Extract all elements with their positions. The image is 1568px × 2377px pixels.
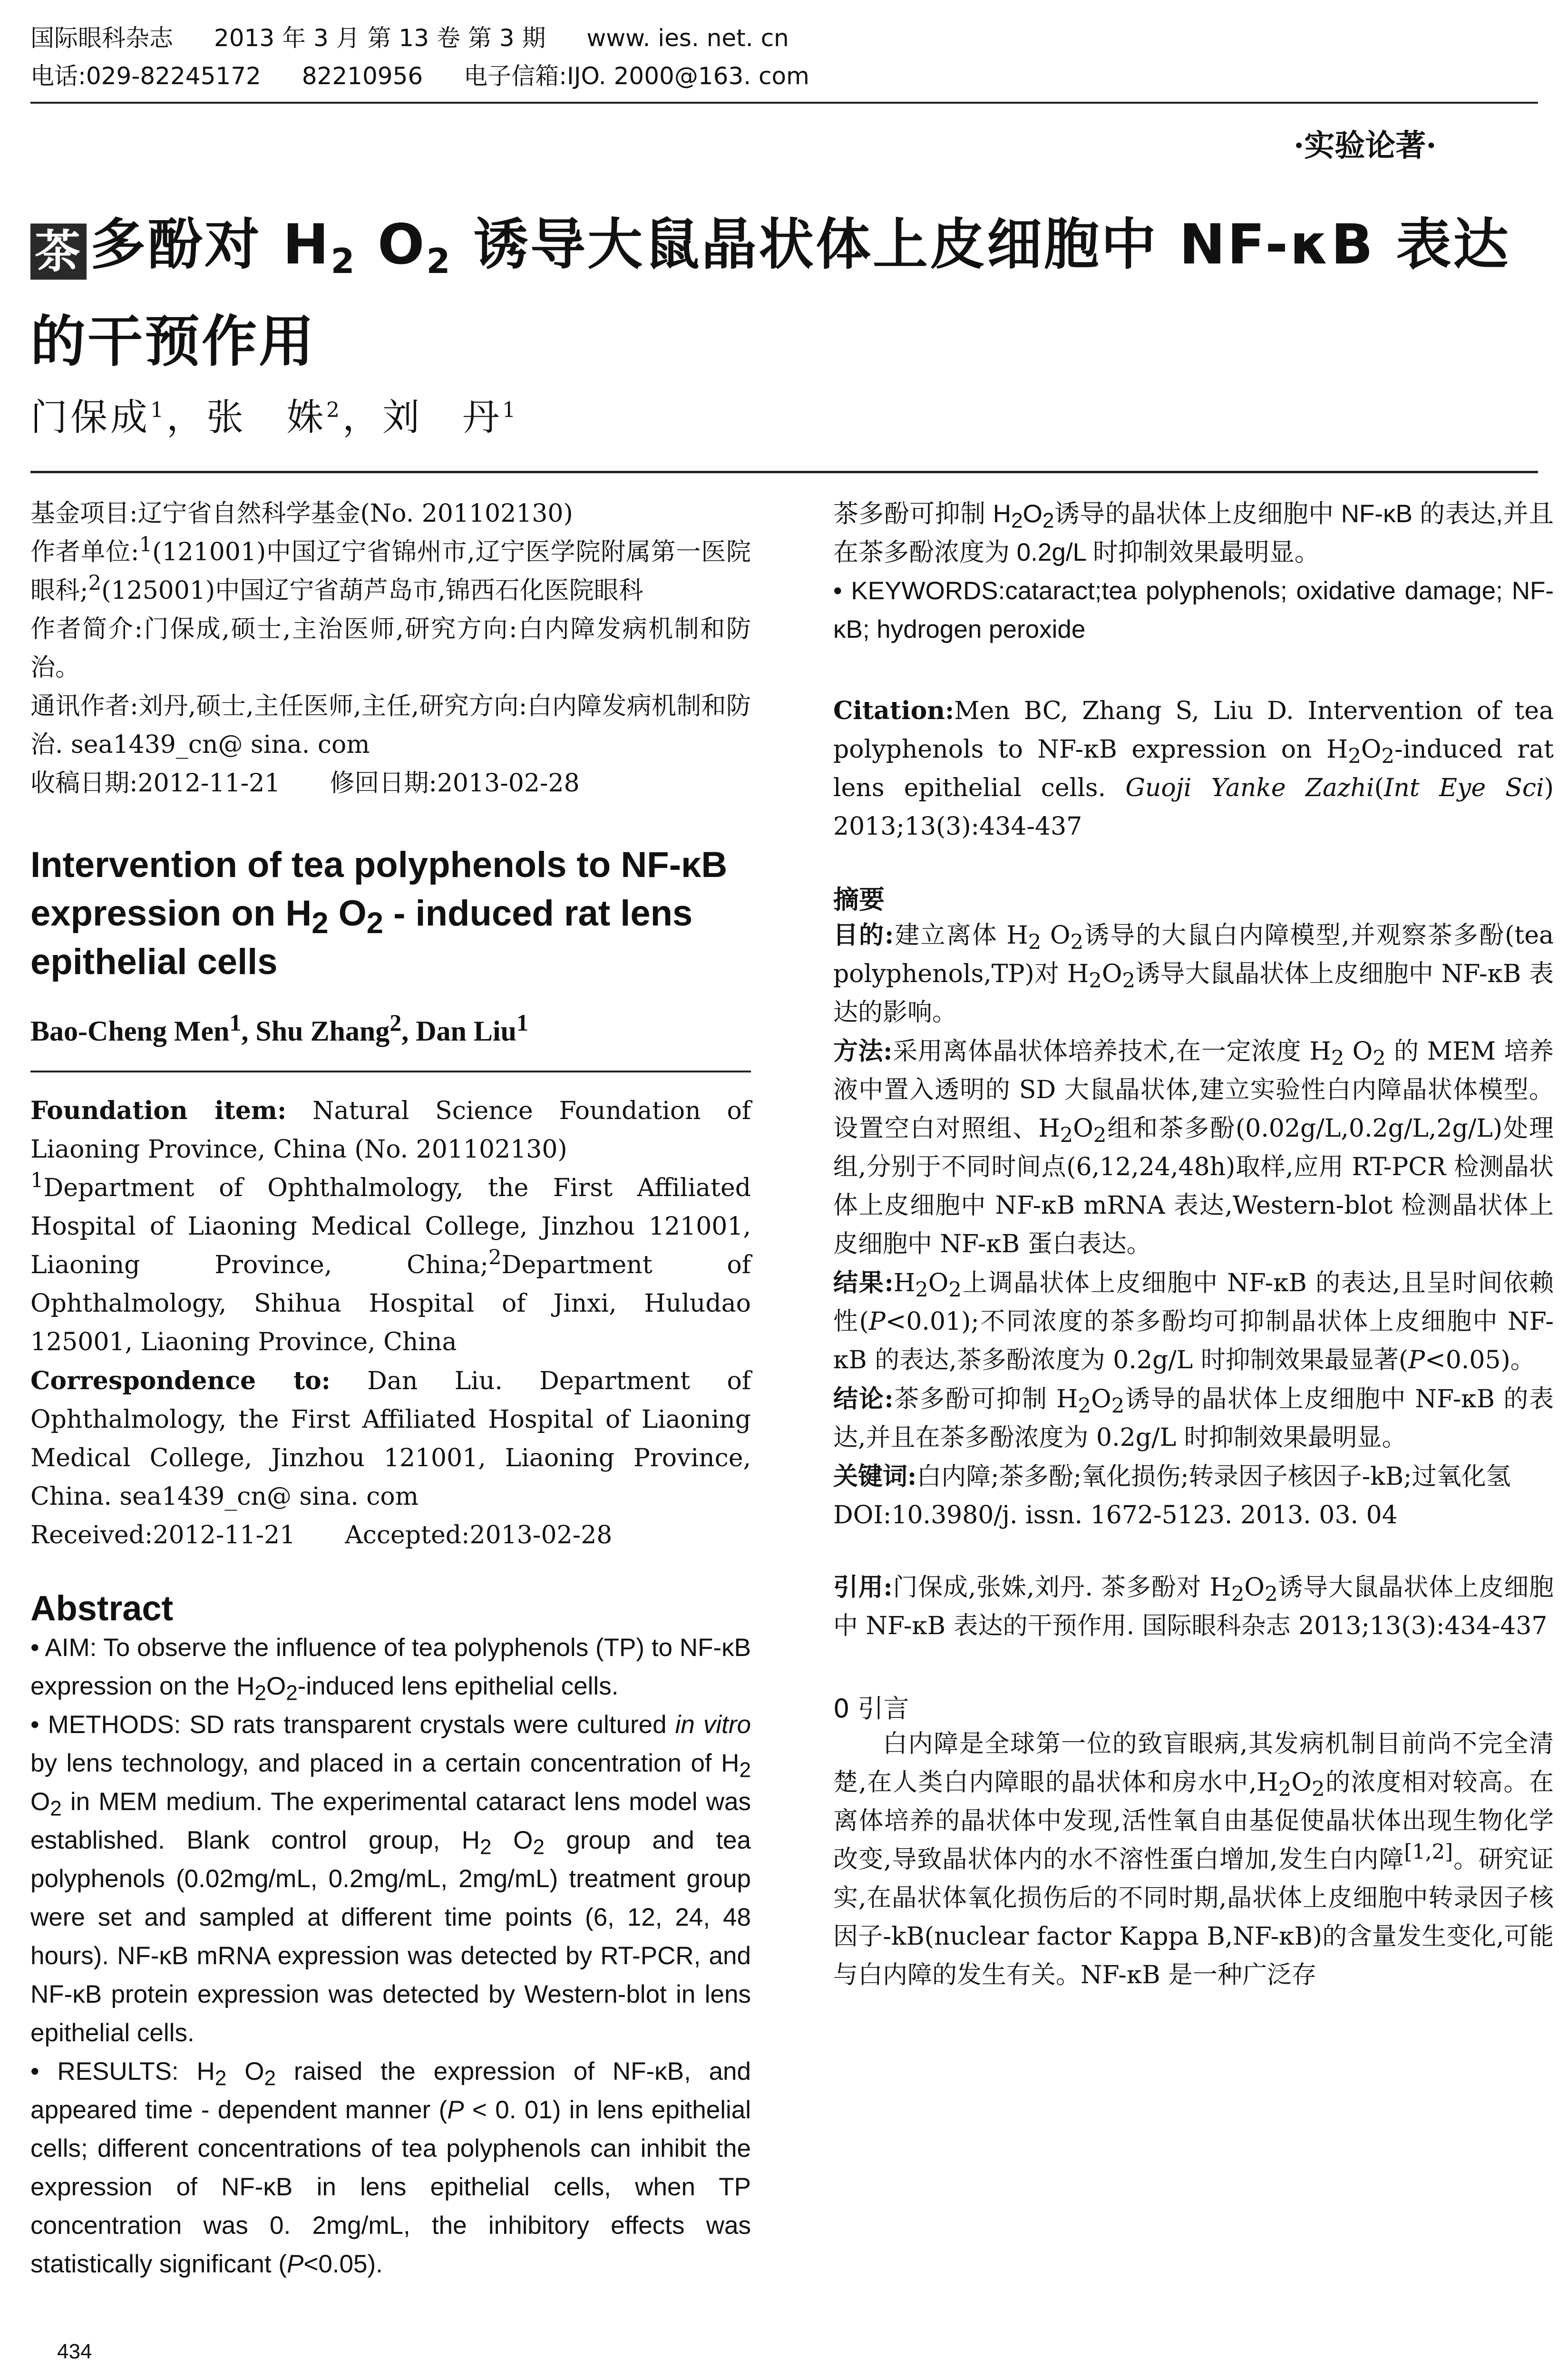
subscript: 2 xyxy=(1060,1123,1073,1148)
text-part: 茶多酚可抑制 H xyxy=(893,1385,1078,1413)
title-part: O xyxy=(356,213,427,277)
affil-marker: 1 xyxy=(30,1169,44,1193)
subscript: 2 xyxy=(1331,1046,1344,1071)
text-part: 茶多酚可抑制 H xyxy=(833,500,1012,528)
abstract-heading: Abstract xyxy=(30,1588,174,1628)
text-part: • AIM: To observe the influence of tea polyphenols (TP) to NF-κB expression on the H xyxy=(30,1634,751,1700)
affil-label: 作者单位: xyxy=(30,538,139,566)
cn-conclusion xyxy=(833,1380,1554,1457)
dept-text: Department of Ophthalmology, Shihua Hospital of Jinxi, Huludao 125001, Liaoning Province, China xyxy=(30,1251,751,1356)
italic-p: P xyxy=(868,1307,886,1336)
cn-aim xyxy=(833,916,1554,1032)
subscript: 2 xyxy=(948,1278,962,1302)
foundation-cn: 基金项目:辽宁省自然科学基金(No. 201102130) xyxy=(30,499,573,528)
abstract-aim xyxy=(30,1628,751,1705)
text-part: ) 2013;13(3):434-437 xyxy=(833,774,1554,841)
subscript: 2 xyxy=(739,1758,751,1782)
label: 方法: xyxy=(833,1037,893,1066)
subscript: 2 xyxy=(1373,1046,1386,1071)
journal-header xyxy=(30,23,1538,104)
text-part: by lens technology, and placed in a certain concentration of H xyxy=(30,1749,740,1777)
text-part: ( xyxy=(1374,774,1384,802)
journal-italic: Int Eye Sci xyxy=(1383,774,1544,802)
subscript: 2 xyxy=(533,1835,545,1859)
text-part: O xyxy=(1073,1114,1093,1143)
text-part: <0.01);不同浓度的茶多酚均可抑制晶状体上皮细胞中 NF-κB 的表达,茶多酚浓度为 0.2g/L 时抑制效果最显著( xyxy=(833,1307,1554,1374)
departments-en xyxy=(30,1169,751,1362)
abstract-keywords: • KEYWORDS:cataract;tea polyphenols; oxidative damage; NF-κB; hydrogen peroxide xyxy=(833,577,1554,643)
affil-marker: 2 xyxy=(88,571,102,595)
text-part: 门保成,张姝,刘丹. 茶多酚对 H xyxy=(892,1573,1231,1602)
title-part: Intervention of tea polyphenols to NF-κB expression on H xyxy=(30,845,728,934)
text-part: in MEM medium. The experimental cataract lens model was established. Blank control group, H xyxy=(30,1788,751,1854)
author-affil-marker: 1 xyxy=(229,1009,242,1036)
abstract-conclusion xyxy=(833,495,1554,572)
text-part: O xyxy=(226,2057,264,2085)
abstract-methods xyxy=(30,1705,751,2052)
label: 引用: xyxy=(833,1573,893,1602)
subscript: 2 xyxy=(1265,1582,1278,1607)
email-address[interactable]: 电子信箱:IJO. 2000@163. com xyxy=(464,62,809,90)
author-bio-cn: 作者简介:门保成,硕士,主治医师,研究方向:白内障发病机制和防治。 xyxy=(30,615,751,682)
text-part: O xyxy=(266,1672,286,1700)
text-part: 采用离体晶状体培养技术,在一定浓度 H xyxy=(892,1037,1331,1066)
text-part: O xyxy=(1041,921,1071,950)
cn-abstract-heading: 摘要 xyxy=(833,885,885,915)
affil-marker: 2 xyxy=(488,1246,502,1270)
affiliation-cn xyxy=(30,533,751,610)
author-affil-marker: 2 xyxy=(390,1009,402,1036)
title-subscript: 2 xyxy=(331,241,357,281)
subscript: 2 xyxy=(915,1278,928,1302)
text-part: 诱导的晶状体上皮细胞中 NF-κB 的表达,并且在茶多酚浓度为 0.2g/L 时抑制效果最明显。 xyxy=(833,1385,1554,1452)
subscript: 2 xyxy=(1348,744,1361,769)
correspondence-label: Correspondence to: xyxy=(30,1366,331,1395)
author-name: 门保成 xyxy=(30,396,151,439)
english-title xyxy=(30,841,751,986)
text-part: • RESULTS: H xyxy=(30,2057,215,2085)
text-part: 诱导大鼠晶状体上皮细胞中 NF-κB 表达的干预作用. 国际眼科杂志 2013;13(3):434-437 xyxy=(833,1573,1554,1640)
subscript: 2 xyxy=(264,2066,276,2090)
fax-number: 82210956 xyxy=(302,62,423,90)
intro-heading: 0 引言 xyxy=(833,1694,909,1724)
text-part: 诱导的大鼠白内障模型,并观察茶多酚(tea polyphenols,TP)对 H xyxy=(833,921,1554,988)
text-part: <0.05). xyxy=(303,2250,383,2278)
italic-term: in vitro xyxy=(675,1711,751,1739)
citation-label: Citation: xyxy=(833,696,954,725)
subscript: 2 xyxy=(1042,509,1054,533)
cn-citation xyxy=(833,1568,1554,1646)
subscript: 2 xyxy=(286,1681,298,1705)
subscript: 2 xyxy=(214,2066,227,2090)
text-part: -induced rat lens epithelial cells. xyxy=(833,735,1554,802)
foundation-text: Natural Science Foundation of Liaoning Province, China (No. 201102130) xyxy=(30,1097,751,1164)
left-column xyxy=(30,495,751,2283)
text-part: O xyxy=(1091,1385,1111,1413)
text-part: 组和茶多酚(0.02g/L,0.2g/L,2g/L)处理组,分别于不同时间点(6,12,24,48h)取样,应用 RT-PCR 检测晶状体上皮细胞中 NF-κB mRNA 表达,Western-blot 检测晶状体上皮细胞中 NF-κB 蛋白表达。 xyxy=(833,1114,1554,1258)
text-part: O xyxy=(928,1269,949,1297)
text-part: 的浓度相对较高。在离体培养的晶状体中发现,活性氧自由基促使晶状体出现生物化学改变,导致晶状体内的水不溶性蛋白增加,发生白内障 xyxy=(833,1768,1554,1874)
text-part: O xyxy=(1023,500,1042,528)
italic-p: P xyxy=(447,2096,464,2124)
journal-website[interactable]: www. ies. net. cn xyxy=(586,24,789,52)
text-part: 白内障;茶多酚;氧化损伤;转录因子核因子-kB;过氧化氢 xyxy=(916,1462,1511,1491)
subscript: 2 xyxy=(1093,1123,1107,1148)
foundation-en xyxy=(30,1091,751,1169)
label: 结论: xyxy=(833,1384,894,1413)
author-name: Shu Zhang xyxy=(255,1015,390,1047)
subscript: 2 xyxy=(480,1835,492,1859)
label: 目的: xyxy=(833,921,894,950)
author-name: 张 姝 xyxy=(206,396,327,439)
title-subscript: 2 xyxy=(312,906,329,940)
subscript: 2 xyxy=(1311,1777,1325,1802)
text-part: O xyxy=(1244,1573,1265,1602)
doi[interactable]: DOI:10.3980/j. issn. 1672-5123. 2013. 03. 04 xyxy=(833,1501,1398,1529)
author-affil-marker: 1 xyxy=(516,1009,528,1036)
text-part: H xyxy=(893,1269,915,1297)
subscript: 2 xyxy=(1089,969,1102,993)
text-part: 上调晶状体上皮细胞中 NF-κB 的表达,且呈时间依赖性( xyxy=(833,1269,1554,1336)
label: 关键词: xyxy=(833,1462,917,1491)
page-number: 434 xyxy=(57,2340,92,2363)
subscript: 2 xyxy=(1231,1582,1245,1607)
text-part: O xyxy=(1291,1768,1312,1797)
subscript: 2 xyxy=(1122,969,1136,993)
affil-text: (125001)中国辽宁省葫芦岛市,锦西石化医院眼科 xyxy=(101,576,643,605)
text-part: <0.05)。 xyxy=(1425,1346,1535,1374)
title-subscript: 2 xyxy=(366,906,383,940)
title-part: - induced rat lens epithelial cells xyxy=(30,893,693,982)
article-title xyxy=(30,205,1538,382)
text-part: < 0. 01) in lens epithelial cells; different concentrations of tea polyphenols can inhibit the expression of NF-κB in lens epithelial cells, when TP concentration was 0. 2mg/mL, the inhibitory effects was statistically significant ( xyxy=(30,2096,751,2278)
text-part: 的 MEM 培养液中置入透明的 SD 大鼠晶状体,建立实验性白内障晶状体模型。设置空白对照组、H xyxy=(833,1037,1554,1143)
title-part: 诱导大鼠晶状体上皮细胞中 NF-κB 表达的干预作用 xyxy=(30,213,1510,374)
dept-text: Department of Ophthalmology, the First Affiliated Hospital of Liaoning Medical College, Jinzhou 121001, Liaoning Province, China; xyxy=(30,1174,751,1279)
reference-marker[interactable]: [1,2] xyxy=(1404,1840,1453,1864)
italic-p: P xyxy=(1408,1346,1425,1374)
subscript: 2 xyxy=(1078,1394,1091,1418)
label: 结果: xyxy=(833,1268,894,1297)
text-part: O xyxy=(1344,1037,1373,1066)
subscript: 2 xyxy=(1070,930,1084,955)
phone-number: 电话:029-82245172 xyxy=(30,62,261,90)
author-affil-marker: 1 xyxy=(502,398,519,422)
text-part: 诱导大鼠晶状体上皮细胞中 NF-κB 表达的影响。 xyxy=(833,960,1554,1027)
author-name: 刘 丹 xyxy=(382,396,503,439)
title-divider xyxy=(30,471,1538,473)
authors-chinese xyxy=(30,388,518,441)
cn-methods xyxy=(833,1032,1554,1264)
section-tag: ·实验论著· xyxy=(1294,128,1437,164)
subscript: 2 xyxy=(1011,509,1023,533)
text-part: • METHODS: SD rats transparent crystals were cultured xyxy=(30,1711,675,1739)
intro-paragraph xyxy=(833,1725,1554,1995)
affil-text: (121001)中国辽宁省锦州市,辽宁医学院附属第一医院眼科; xyxy=(30,538,751,605)
foundation-label: Foundation item: xyxy=(30,1096,287,1125)
subscript: 2 xyxy=(1111,1394,1125,1418)
text-part: O xyxy=(30,1788,50,1816)
tea-glyph-icon: 茶 xyxy=(30,224,87,280)
journal-name: 国际眼科杂志 xyxy=(30,24,173,52)
dates-cn: 收稿日期:2012-11-21 修回日期:2013-02-28 xyxy=(30,769,580,798)
header-divider xyxy=(30,102,1538,104)
subscript: 2 xyxy=(1028,930,1042,955)
author-separator: ， xyxy=(166,396,207,439)
text-part: O xyxy=(491,1826,533,1854)
text-part: 。研究证实,在晶状体氧化损伤后的不同时期,晶状体上皮细胞中转录因子核因子-kB(nuclear factor Kappa B,NF-κB)的含量发生变化,可能与白内障的发生有关。NF-κB 是一种广泛存 xyxy=(833,1845,1554,1989)
title-subscript: 2 xyxy=(426,241,452,281)
received-en: Received:2012-11-21 Accepted:2013-02-28 xyxy=(30,1521,613,1549)
subscript: 2 xyxy=(50,1797,62,1821)
cn-keywords xyxy=(833,1457,1554,1496)
text-part: -induced lens epithelial cells. xyxy=(297,1672,619,1700)
journal-italic: Guoji Yanke Zazhi xyxy=(1125,774,1374,802)
text-part: O xyxy=(1101,960,1122,988)
citation-en xyxy=(833,692,1554,846)
text-part: group and tea polyphenols (0.02mg/mL, 0.2mg/mL, 2mg/mL) treatment group were set and sampled at different time points (6, 12, 24, 48 hours). NF-κB mRNA expression was detected by RT-PCR, and NF-κB protein expression was detected by Western-blot in lens epithelial cells. xyxy=(30,1826,751,2047)
text-part: raised the expression of NF-κB, and appeared time - dependent manner ( xyxy=(30,2057,751,2124)
correspondence-text: Dan Liu. Department of Ophthalmology, the First Affiliated Hospital of Liaoning Medical College, Jinzhou 121001, Liaoning Province, China. sea1439_cn@ sina. com xyxy=(30,1367,751,1511)
text-part: 白内障是全球第一位的致盲眼病,其发病机制目前尚不完全清楚,在人类白内障眼的晶状体和房水中,H xyxy=(833,1730,1554,1797)
header-line-2 xyxy=(30,61,843,91)
subscript: 2 xyxy=(1278,1777,1292,1802)
subscript: 2 xyxy=(1381,744,1395,769)
text-part: 诱导的晶状体上皮细胞中 NF-κB 的表达,并且在茶多酚浓度为 0.2g/L 时抑制效果最明显。 xyxy=(833,500,1554,566)
author-name: Bao-Cheng Men xyxy=(30,1015,230,1047)
title-part: O xyxy=(328,893,367,934)
correspondence-en xyxy=(30,1362,751,1516)
english-authors: Bao-Cheng Men$^1$, Shu Zhang$^2$, Dan Liu$^1$ xyxy=(30,1009,528,1047)
text-part: O xyxy=(1361,735,1382,764)
text-part: Men BC, Zhang S, Liu D. Intervention of tea polyphenols to NF-κB expression on H xyxy=(833,697,1554,764)
correspondence-cn: 通讯作者:刘丹,硕士,主任医师,主任,研究方向:白内障发病机制和防治. sea1439_cn@ sina. com xyxy=(30,692,751,759)
author-separator: ， xyxy=(342,396,383,439)
text-part: 建立离体 H xyxy=(894,921,1028,950)
title-part: 多酚对 H xyxy=(90,213,331,277)
author-affil-marker: 1 xyxy=(150,398,167,422)
italic-p: P xyxy=(287,2250,304,2278)
header-line-1 xyxy=(30,23,822,53)
right-column xyxy=(833,495,1554,1995)
affil-marker: 1 xyxy=(139,533,153,557)
subscript: 2 xyxy=(254,1681,266,1705)
cn-results xyxy=(833,1264,1554,1380)
abstract-results xyxy=(30,2052,751,2283)
author-affil-marker: 2 xyxy=(326,398,343,422)
issue-info: 2013 年 3 月 第 13 卷 第 3 期 xyxy=(214,24,546,52)
author-name: Dan Liu xyxy=(416,1015,516,1047)
